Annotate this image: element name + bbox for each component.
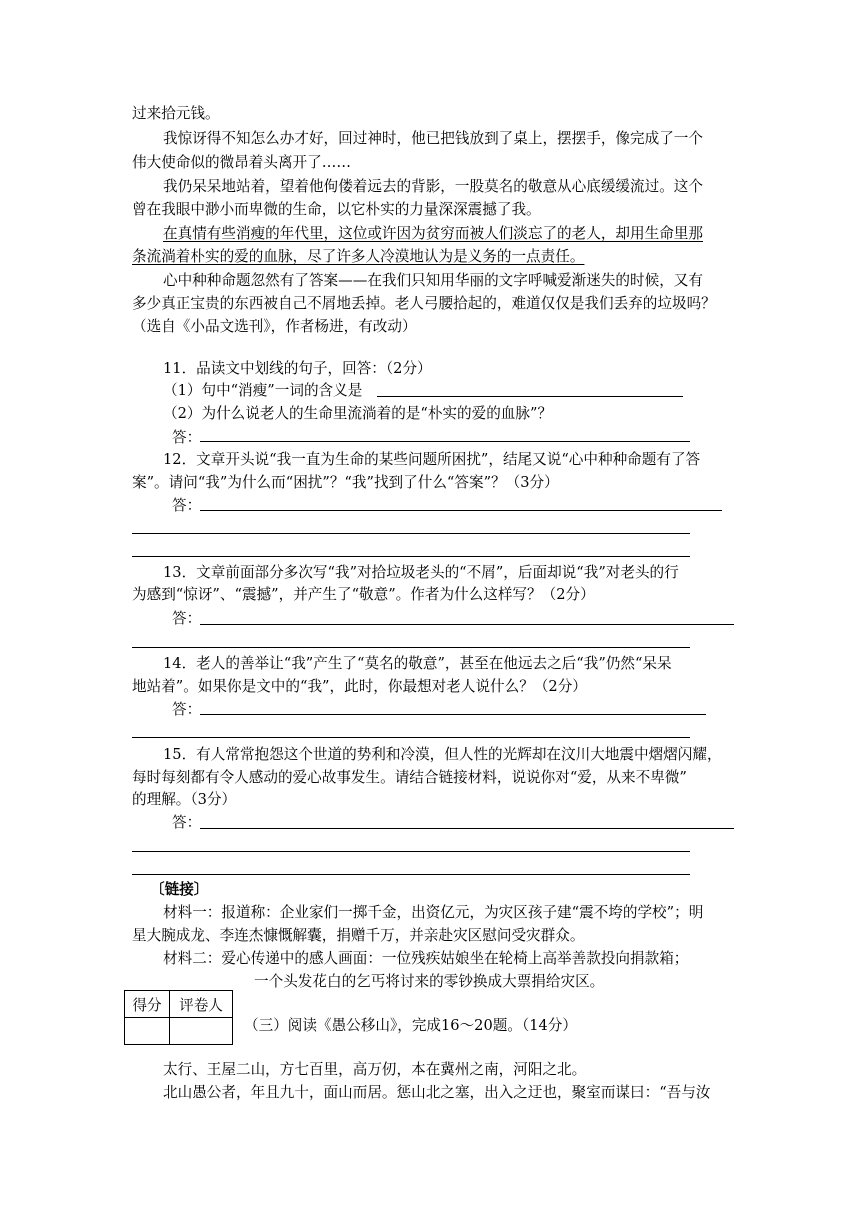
question-11-part1: （1）句中“消瘦”一词的含义是 — [163, 382, 363, 399]
answer-line[interactable] — [132, 647, 690, 648]
passage-line: 我仍呆呆地站着，望着他佝偻着远去的背影，一股莫名的敬意从心底缓缓流过。这个 — [163, 178, 703, 195]
underlined-sentence: 在真情有些消瘦的年代里，这位或许因为贫穷而被人们淡忘了的老人，却用生命里那 — [163, 225, 703, 242]
answer-line[interactable] — [200, 510, 722, 511]
question-11: 11．品读文中划线的句子，回答：（2分） — [163, 360, 432, 377]
answer-line[interactable] — [200, 624, 734, 625]
passage-line: 伟大使命似的微昂着头离开了…… — [132, 154, 351, 171]
question-13: 为感到“惊讶”、“震撼”，并产生了“敬意”。作者为什么这样写？（2分） — [132, 586, 595, 603]
passage-source: （选自《小品文选刊》，作者杨进，有改动） — [132, 318, 417, 335]
classical-text-line: 北山愚公者，年且九十，面山而居。惩山北之塞，出入之迂也，聚室而谋曰：“吾与汝 — [163, 1084, 711, 1101]
answer-line[interactable] — [377, 396, 683, 397]
question-11-part2: （2）为什么说老人的生命里流淌着的是“朴实的爱的血脉”？ — [163, 405, 553, 422]
answer-label: 答： — [172, 610, 202, 627]
answer-label: 答： — [172, 497, 202, 514]
grader-cell[interactable] — [170, 1018, 233, 1045]
answer-line[interactable] — [200, 828, 734, 829]
question-15: 每时每刻都有令人感动的爱心故事发生。请结合链接材料，说说你对“爱，从来不卑微” — [132, 769, 687, 786]
answer-line[interactable] — [132, 874, 690, 875]
question-15: 15．有人常常抱怨这个世道的势利和冷漠，但人性的光辉却在汶川大地震中熠熠闪耀， — [163, 746, 722, 763]
answer-line[interactable] — [132, 556, 690, 557]
material-2: 材料二：爱心传递中的感人画面：一位残疾姑娘坐在轮椅上高举善款投向捐款箱； — [163, 950, 689, 967]
material-1: 材料一：报道称：企业家们一掷千金，出资亿元，为灾区孩子建“震不垮的学校”；明 — [163, 904, 704, 921]
passage-line: 曾在我眼中渺小而卑微的生命，以它朴实的力量深深震撼了我。 — [132, 201, 541, 218]
material-1: 星大腕成龙、李连杰慷慨解囊，捐赠千万，并亲赴灾区慰问受灾群众。 — [132, 927, 585, 944]
answer-label: 答： — [172, 701, 202, 718]
answer-label: 答： — [172, 814, 202, 831]
score-box — [124, 990, 233, 1045]
answer-line[interactable] — [200, 714, 706, 715]
passage-line: 多少真正宝贵的东西被自己不屑地丢掉。老人弓腰拾起的，难道仅仅是我们丢弃的垃圾吗？ — [132, 295, 716, 312]
section-3-heading: （三）阅读《愚公移山》，完成16～20题。（14分） — [244, 1017, 577, 1034]
answer-line[interactable] — [132, 737, 690, 738]
question-14: 地站着”。如果你是文中的“我”，此时，你最想对老人说什么？（2分） — [132, 678, 587, 695]
answer-label: 答： — [172, 429, 202, 446]
score-cell[interactable] — [125, 1018, 170, 1045]
passage-line: 我惊讶得不知怎么办才好，回过神时，他已把钱放到了桌上，摆摆手，像完成了一个 — [163, 130, 703, 147]
score-header: 得分 — [125, 991, 170, 1018]
underlined-sentence: 条流淌着朴实的爱的血脉，尽了许多人冷漠地认为是义务的一点责任。 — [132, 248, 585, 265]
answer-line[interactable] — [132, 533, 690, 534]
passage-line: 心中种种命题忽然有了答案——在我们只知用华丽的文字呼喊爱渐迷失的时候，又有 — [163, 272, 703, 289]
answer-line[interactable] — [200, 441, 690, 442]
question-15: 的理解。（3分） — [132, 791, 237, 808]
classical-text-line: 太行、王屋二山，方七百里，高万仞，本在冀州之南，河阳之北。 — [163, 1061, 587, 1078]
question-12: 12．文章开头说“我一直为生命的某些问题所困扰”，结尾又说“心中种种命题有了答 — [163, 451, 701, 468]
answer-line[interactable] — [132, 851, 690, 852]
grader-header: 评卷人 — [170, 991, 233, 1018]
question-13: 13．文章前面部分多次写“我”对拾垃圾老头的“不屑”，后面却说“我”对老头的行 — [163, 564, 679, 581]
passage-line: 过来拾元钱。 — [132, 105, 220, 122]
question-12: 案”。请问“我”为什么而“困扰”？“我”找到了什么“答案”？（3分） — [132, 474, 559, 491]
material-2: 一个头发花白的乞丐将讨来的零钞换成大票捐给灾区。 — [254, 973, 605, 990]
question-14: 14．老人的善举让“我”产生了“莫名的敬意”，甚至在他远去之后“我”仍然“呆呆 — [163, 655, 672, 672]
link-heading: 〔链接〕 — [150, 881, 209, 898]
